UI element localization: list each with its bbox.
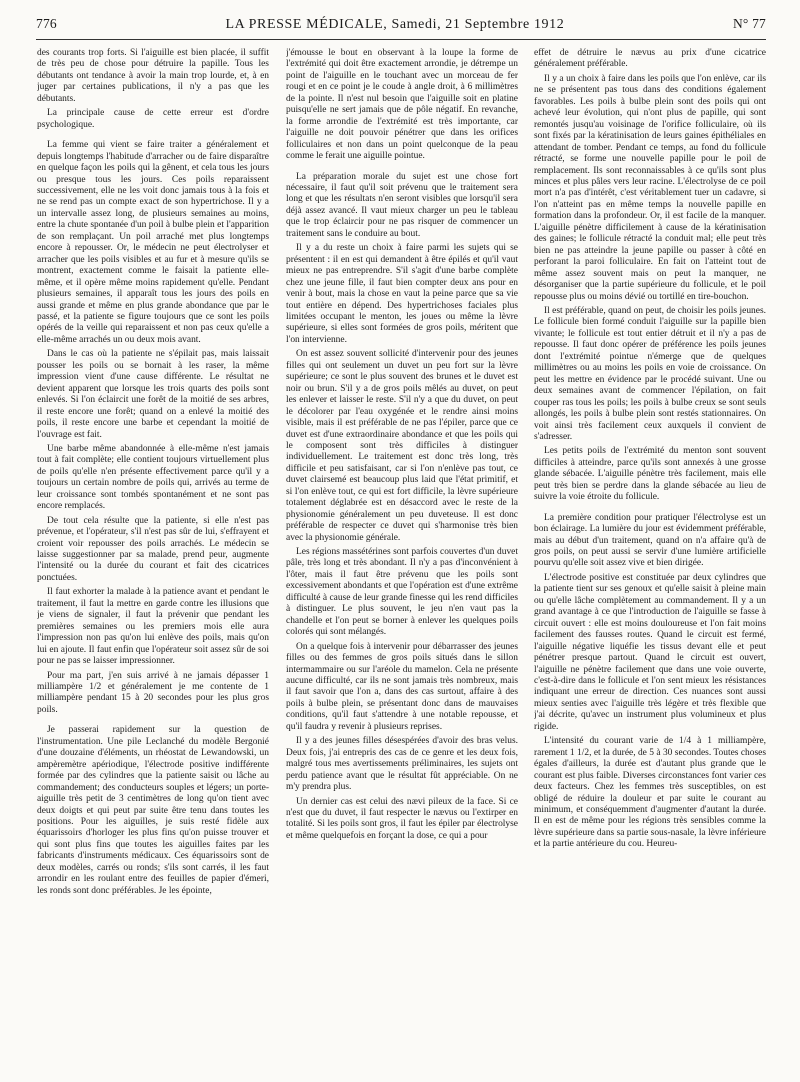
issue-number: N° 77 [732, 16, 766, 31]
header-rule [36, 39, 766, 40]
paragraph: Je passerai rapidement sur la question de l'instrumentation. Une pile Leclanché du modèle Bergonié d'une douzaine d'éléments, un rhéostat de Lewandowski, un ampèremètre apériodique, l'électrode positive indifférente formée par des cylindres que la patiente saisit ou lâche au commandement; des conducteurs souples et légers; un porte-aiguille très petit de 3 centimètres de long qu'on tient avec deux doigts et qui peut par suite être tenu dans toutes les positions. Pour les aiguilles, je suis resté fidèle aux équarissoirs d'horloger les plus fins qu'on puisse trouver et qui sont plus fins que toutes les aiguilles faites par les fabricants d'instruments médicaux. Ces équarissoirs sont de deux modèles, carrés ou ronds; s'ils sont carrés, il les faut arrondir en les roulant entre des feuilles de papier d'émeri, les ronds sont donc préférables. Je les épointe, [37, 725, 269, 896]
paragraph: L'intensité du courant varie de 1/4 à 1 milliampère, rarement 1 1/2, et la durée, de 5 à 30 secondes. Toutes choses égales d'ailleurs, la durée est d'autant plus grande que le courant est plus faible. Diverses circonstances font varier ces deux facteurs. Chez les femmes très susceptibles, on est obligé de réduire la douleur et par suite le courant au minimum, et conséquemment d'augmenter d'autant la durée. Il en est de même pour les régions très sensibles comme la lèvre supérieure dans sa partie sous-nasale, la lèvre inférieure et la partie antérieure du cou. Heureu- [534, 736, 766, 850]
paragraph: Il faut exhorter la malade à la patience avant et pendant le traitement, il faut la mettre en garde contre les illusions que je viens de signaler, il faut la prévenir que pendant les premières semaines ou les premiers mois elle aura l'impression non pas qu'on lui enlève des poils, mais qu'on lui en ajoute. Il faut enfin que l'opérateur soit assez sûr de soi pour ne pas se laisser impressionner. [37, 587, 269, 667]
paragraph: Les régions massétérines sont parfois couvertes d'un duvet pâle, très long et très abondant. Il n'y a pas d'inconvénient à l'ôter, mais il faut être prévenu que les poils sont excessivement abondants et que l'opération est d'une extrême difficulté à cause de leur grande finesse qui les rend difficiles à distinguer. Le plus souvent, le jeu n'en vaut pas la chandelle et l'on peut se borner à enlever les quelques poils colorés qui sont mélangés. [286, 547, 518, 638]
text-column-2 [286, 48, 518, 1072]
paragraph: La première condition pour pratiquer l'électrolyse est un bon éclairage. La lumière du jour est évidemment préférable, mais au début d'un traitement, quand on n'a affaire qu'à de gros poils, on peut aussi se servir d'une lumière artificielle pourvu qu'elle soit assez vive et bien dirigée. [534, 512, 766, 569]
page-number: 776 [36, 16, 57, 31]
paragraph: On est assez souvent sollicité d'intervenir pour des jeunes filles qui ont seulement un duvet un peu fort sur la lèvre supérieure; ce sont le plus souvent des brunes et le duvet est noir ou brun. S'il y a de gros poils mêlés au duvet, on peut les enlever et laisser le reste. S'il n'y a que du duvet, on peut le décolorer par l'eau oxygénée et le rendre ainsi moins visible, mais il est préférable de ne pas l'épiler, parce que ce duvet est d'une extraordinaire abondance et que les poils qui le composent sont très difficiles à distinguer individuellement. Le traitement est donc très long, très difficile et peu satisfaisant, car si l'on n'enlève pas tout, ce duvet clairsemé est beaucoup plus laid que l'état primitif, et si l'on enlève tout, ce qui est fort difficile, la lèvre supérieure totalement déglabrée est en désaccord avec le reste de la physionomie généralement un peu duveteuse. Il est donc préférable de respecter ce duvet qui s'harmonise très bien avec la physionomie générale. [286, 349, 518, 543]
paragraph: La préparation morale du sujet est une chose fort nécessaire, il faut qu'il soit prévenu que le traitement sera long et que les résultats n'en seront visibles que lorsqu'il sera déjà assez avancé. Il vaut mieux charger un peu le tableau que le trop éclaircir pour ne pas risquer de commencer un traitement sans le conduire au bout. [286, 171, 518, 239]
paragraph: Il y a du reste un choix à faire parmi les sujets qui se présentent : il en est qui demandent à être épilés et qu'il vaut mieux ne pas entreprendre. S'il s'agit d'une barbe complète chez une jeune fille, il faut bien compter deux ans pour en venir à bout, mais la chose en vaut la peine parce que sa vie tout entière en dépend. Des hypertrichoses faciales plus limitées occupant le menton, les joues ou même la lèvre supérieure, si elles sont formées de gros poils, méritent que l'on intervienne. [286, 243, 518, 345]
text-column-1 [37, 48, 269, 1072]
journal-title: LA PRESSE MÉDICALE, Samedi, 21 Septembre 1912 [225, 17, 565, 32]
paragraph: Il y a des jeunes filles désespérées d'avoir des bras velus. Deux fois, j'ai entrepris des cas de ce genre et les deux fois, malgré tous mes avertissements préliminaires, les sujets ont perdu patience avant que le résultat fût appréciable. On ne m'y prendra plus. [286, 736, 518, 793]
paragraph: Pour ma part, j'en suis arrivé à ne jamais dépasser 1 milliampère 1/2 et généralement je me contente de 1 milliampère pendant 15 à 20 secondes pour les plus gros poils. [37, 670, 269, 715]
page-header [36, 16, 766, 38]
paragraph: Un dernier cas est celui des nævi pileux de la face. Si ce n'est que du duvet, il faut respecter le nævus ou l'extirper en totalité. Si les poils sont gros, il faut les épiler par électrolyse et même quelquefois en forçant la dose, ce qui a pour [286, 796, 518, 841]
paragraph: Dans le cas où la patiente ne s'épilait pas, mais laissait pousser les poils ou se bornait à les raser, la même impression vient d'une cause différente. Le résultat ne devient apparent que lorsque les trois quarts des poils sont enlevés. Si l'on éclaircit une forêt de la moitié de ses arbres, il reste encore une forêt; quand on a enlevé la moitié des poils, il reste encore une barbe et cependant la moitié de l'ouvrage est fait. [37, 349, 269, 440]
paragraph: Une barbe même abandonnée à elle-même n'est jamais tout à fait complète; elle contient toujours virtuellement plus de poils qu'elle n'en présente effectivement parce qu'il y a toujours un certain nombre de poils qui, arrivés au terme de leur croissance sont tombés spontanément et ne sont pas encore remplacés. [37, 443, 269, 512]
paragraph: des courants trop forts. Si l'aiguille est bien placée, il suffit de très peu de chose pour détruire la papille. Tous les débutants ont tendance à avoir la main trop lourde, et, à en juger par certaines publications, il n'y a pas que les débutants. [37, 48, 269, 104]
paragraph: La femme qui vient se faire traiter a généralement et depuis longtemps l'habitude d'arracher ou de faire disparaître en quelque façon les poils qui la gênent, et cela tous les jours ou presque tous les jours. Ces poils reparaissent successivement, elle ne les voit donc jamais tous à la fois et ne se rend pas un compte exact de son hypertrichose. Il y a un intervalle assez long, de plusieurs semaines au moins, entre la chute spontanée d'un poil à bulbe plein et l'apparition de son remplaçant. Un poil arraché met plus longtemps encore à repousser. Or, le médecin ne peut électrolyser et arracher que les poils visibles et au fur et à mesure qu'ils se montrent, exactement comme le faisait la patiente elle-même, et il opère même moins rapidement qu'elle. Pendant plusieurs semaines, il apparaît tous les jours des poils en aussi grande et même en plus grande abondance que par le passé, et la patiente se figure toujours que ce sont les poils opérés de la veille qui reparaissent et non pas ceux qu'elle a elle-même arrachés un ou deux mois avant. [37, 140, 269, 345]
paragraph: L'électrode positive est constituée par deux cylindres que la patiente tient sur ses genoux et qu'elle saisit à pleine main ou qu'elle lâche complètement au commandement. Il y a un grand avantage à ce que l'introduction de l'aiguille se fasse à circuit ouvert : elle est moins douloureuse et l'on fait moins facilement des fausses routes. Quand le circuit est fermé, l'aiguille négative liquéfie les tissus devant elle et peut pénétrer presque partout. Quand le circuit est ouvert, l'aiguille ne pénètre facilement que dans une voie ouverte, c'est-à-dire dans le follicule et l'on sent mieux les résistances indiquant une erreur de direction. Ces nuances sont aussi mieux senties avec l'aiguille très légère et très flexible que j'ai décrite, qu'avec un instrument plus volumineux et plus rigide. [534, 572, 766, 732]
paragraph: Il est préférable, quand on peut, de choisir les poils jeunes. Le follicule bien formé conduit l'aiguille sur la papille bien vivante; le follicule est tout entier détruit et il n'y a pas de repousse. Il faut donc opérer de préférence les poils jeunes dont l'extrémité pointue n'émerge que de quelques millimètres ou au moins les poils en voie de croissance. On peut les mettre en évidence par le procédé suivant. Une ou deux semaines avant de commencer l'épilation, on fait couper ras tous les poils; les poils à bulbe creux se sont seuls allongés, les poils à bulbe plein sont restés stationnaires. On voit ainsi très facilement ceux auxquels il convient de s'adresser. [534, 305, 766, 442]
paragraph: La principale cause de cette erreur est d'ordre psychologique. [37, 108, 269, 130]
paragraph: Les petits poils de l'extrémité du menton sont souvent difficiles à atteindre, parce qu'ils sont annexés à une grosse glande sébacée. L'aiguille pénètre très facilement, mais elle peut très bien se perdre dans la glande sébacée au lieu de suivre la voie étroite du follicule. [534, 446, 766, 503]
paragraph: j'émousse le bout en observant à la loupe la forme de l'extrémité qui doit être exactement arrondie, je détrempe un point de l'aiguille en le touchant avec un morceau de fer rougi et en ce point je le coude à angle droit, à 6 millimètres de la pointe. Il n'est nul besoin que l'aiguille soit en platine puisqu'elle ne sert jamais que de pôle négatif. En revanche, la forme arrondie de l'extrémité est très importante, car l'aiguille ne doit pouvoir pénétrer que dans les orifices folliculaires et non dans un point quelconque de la peau comme le ferait une aiguille pointue. [286, 48, 518, 162]
paragraph: De tout cela résulte que la patiente, si elle n'est pas prévenue, et l'opérateur, s'il n'est pas sûr de lui, s'effrayent et croient voir repousser des poils arrachés. Le médecin se laisse suggestionner par sa malade, prend peur, augmente l'intensité ou la durée du courant et fait des cicatrices ponctuées. [37, 515, 269, 583]
paragraph: On a quelque fois à intervenir pour débarrasser des jeunes filles ou des femmes de gros poils situés dans le sillon intermammaire ou sur l'aréole du mamelon. Cela ne présente aucune difficulté, car ils ne sont jamais très nombreux, mais il faut savoir que l'on a, dans des cas surtout, affaire à des poils à bulbe plein, se présentant donc dans de mauvaises conditions, qu'il faut s'attendre à une notable repousse, et qu'il faudra y revenir à plusieurs reprises. [286, 641, 518, 732]
paragraph: Il y a un choix à faire dans les poils que l'on enlève, car ils ne se présentent pas tous dans des conditions également favorables. Les poils à bulbe plein sont des poils qui ont achevé leur évolution, qui n'ont plus de papille, qui sont remontés jusqu'au voisinage de l'orifice folliculaire, où ils sont fixés par la kératinisation de leurs gaines épithéliales en attendant de tomber. Pendant ce temps, au fond du follicule rétracté, se forme une nouvelle papille pour le poil de remplacement. Ils sont reconnaissables à ce qu'ils sont plus minces et plus pâles vers leur racine. L'électrolyse de ce poil mort n'a pas d'intérêt, c'est véritablement tuer un cadavre, si l'on n'atteint pas en même temps la nouvelle papille en formation dans la profondeur. Or, il est facile de la manquer. L'aiguille pénètre difficilement à cause de la kératinisation des gaines; le follicule rétracté la conduit mal; elle peut très bien ne pas atteindre la jeune papille ou passer à côté en perforant la paroi folliculaire. En fait on l'atteint tout de même assez souvent mais on peut la manquer, ne désorganiser que la partie supérieure du follicule, et le poil repousse plus ou moins dévié ou tortillé en tire-bouchon. [534, 73, 766, 302]
paragraph: effet de détruire le nævus au prix d'une cicatrice généralement préférable. [534, 48, 766, 70]
text-column-3 [534, 48, 766, 1072]
